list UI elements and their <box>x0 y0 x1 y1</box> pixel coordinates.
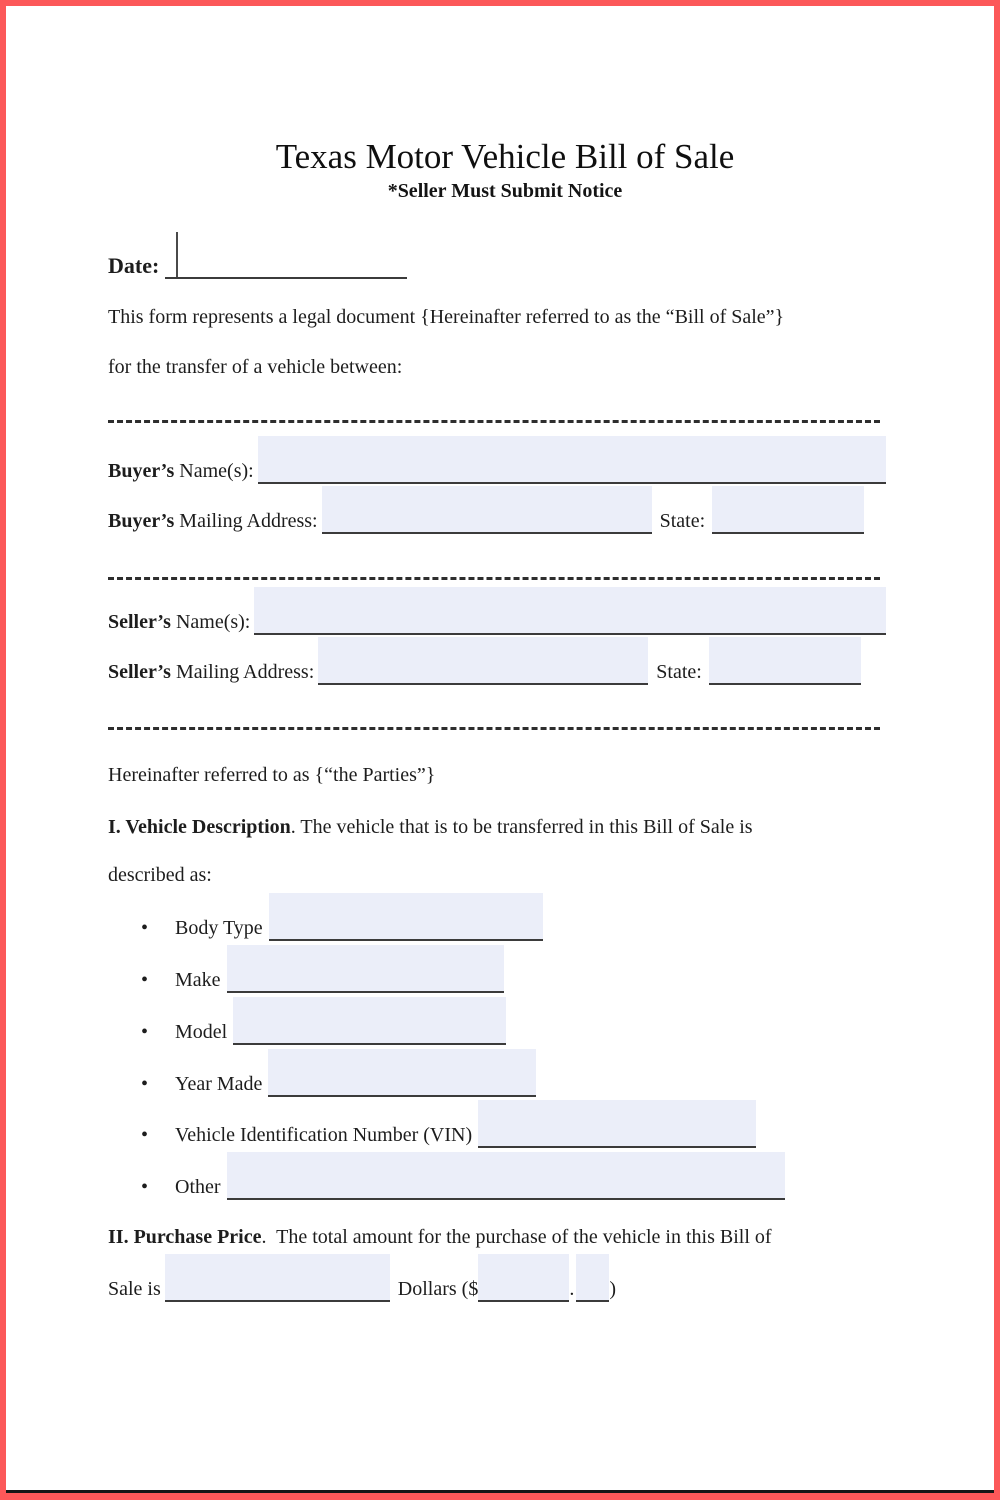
buyer-state-label: State: <box>659 510 706 532</box>
bullet-icon: • <box>141 1021 149 1043</box>
bullet-icon: • <box>141 1073 149 1095</box>
model-label: Model <box>175 1021 228 1043</box>
parties-note: Hereinafter referred to as {“the Parties”} <box>108 764 436 786</box>
year-made-input[interactable] <box>268 1049 536 1097</box>
text-cursor <box>176 232 178 277</box>
seller-state-input[interactable] <box>709 637 861 685</box>
make-label: Make <box>175 969 221 991</box>
year-made-label: Year Made <box>175 1073 263 1095</box>
vin-label: Vehicle Identification Number (VIN) <box>175 1124 473 1146</box>
decimal-point: . <box>569 1278 575 1300</box>
seller-address-label: Seller’s Mailing Address: <box>108 661 315 683</box>
other-label: Other <box>175 1176 221 1198</box>
date-label: Date: <box>108 253 160 278</box>
buyer-name-row <box>108 436 886 484</box>
model-input[interactable] <box>233 997 506 1045</box>
bullet-row-year-made <box>141 1049 536 1097</box>
sale-is-label: Sale is <box>108 1278 161 1300</box>
buyer-name-label: Buyer’s Name(s): <box>108 460 254 482</box>
seller-name-row <box>108 587 886 635</box>
buyer-address-row <box>108 486 864 534</box>
bullet-icon: • <box>141 1176 149 1198</box>
dashed-divider-1 <box>108 420 880 423</box>
purchase-cents-input[interactable] <box>576 1254 609 1302</box>
seller-state-label: State: <box>656 661 702 683</box>
bullet-row-vin <box>141 1100 756 1148</box>
purchase-price-row <box>108 1254 616 1302</box>
body-type-input[interactable] <box>269 893 543 941</box>
dollars-label: Dollars ($ <box>397 1278 479 1300</box>
bullet-row-model <box>141 997 506 1045</box>
vin-input[interactable] <box>478 1100 756 1148</box>
buyer-state-input[interactable] <box>712 486 864 534</box>
seller-name-label: Seller’s Name(s): <box>108 611 251 633</box>
form-title: Texas Motor Vehicle Bill of Sale <box>275 137 735 176</box>
bullet-icon: • <box>141 969 149 991</box>
seller-name-input[interactable] <box>254 587 886 635</box>
page-bottom-edge <box>6 1490 994 1493</box>
bullet-row-other <box>141 1152 785 1200</box>
bullet-icon: • <box>141 1124 149 1146</box>
intro-line-1: This form represents a legal document {Hereinafter referred to as the “Bill of Sale”} <box>108 306 785 328</box>
buyer-name-input[interactable] <box>258 436 886 484</box>
closing-paren: ) <box>609 1278 616 1300</box>
intro-line-2: for the transfer of a vehicle between: <box>108 356 403 378</box>
date-row <box>108 231 407 279</box>
bullet-row-make <box>141 945 504 993</box>
purchase-dollars-input[interactable] <box>478 1254 569 1302</box>
bullet-icon: • <box>141 917 149 939</box>
buyer-address-label: Buyer’s Mailing Address: <box>108 510 318 532</box>
other-input[interactable] <box>227 1152 785 1200</box>
body-type-label: Body Type <box>175 917 263 939</box>
vehicle-section-heading-line2: described as: <box>108 864 212 886</box>
seller-address-row <box>108 637 861 685</box>
dashed-divider-2 <box>108 577 880 580</box>
form-subtitle: *Seller Must Submit Notice <box>387 180 623 202</box>
seller-address-input[interactable] <box>318 637 648 685</box>
date-input[interactable] <box>165 231 407 279</box>
bullet-row-body-type <box>141 893 543 941</box>
purchase-amount-words-input[interactable] <box>165 1254 390 1302</box>
vehicle-section-heading: I. Vehicle Description. The vehicle that is to be transferred in this Bill of Sale is <box>108 816 753 838</box>
make-input[interactable] <box>227 945 504 993</box>
dashed-divider-3 <box>108 727 880 730</box>
price-section-heading: II. Purchase Price. The total amount for the purchase of the vehicle in this Bill of <box>108 1226 772 1248</box>
buyer-address-input[interactable] <box>322 486 652 534</box>
